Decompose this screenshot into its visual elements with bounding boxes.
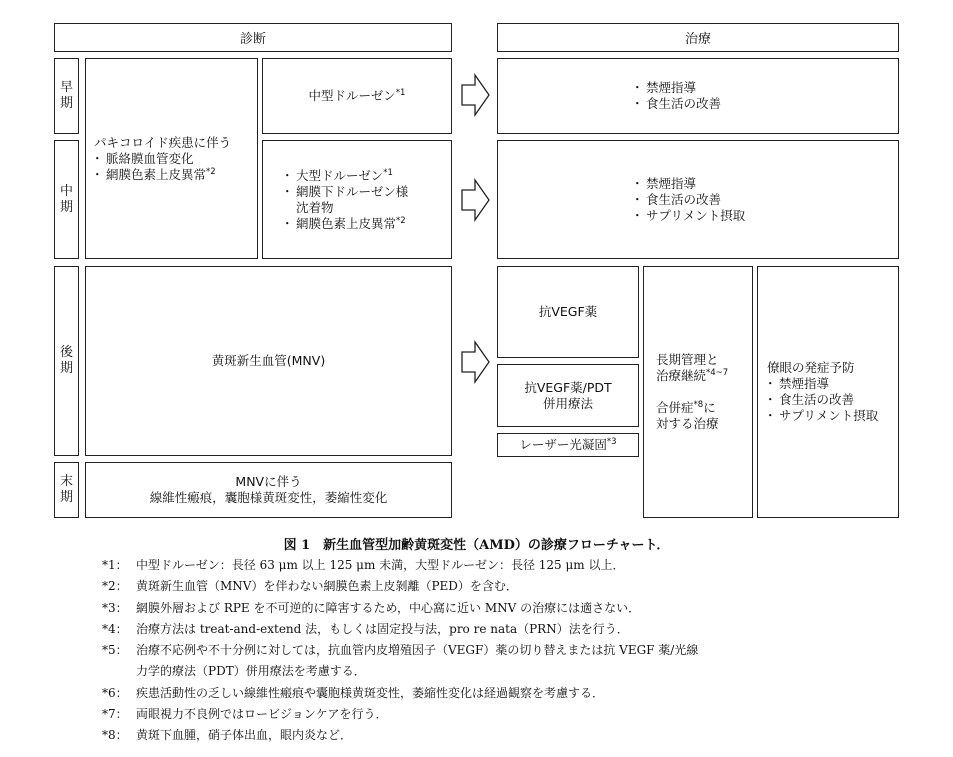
medium-drusen-label: 中型ドルーゼン$^{*1}$ <box>308 88 406 103</box>
complication-line-2: 対する治療 <box>656 416 719 431</box>
figure-caption: 図 1 新生血管型加齢黄斑変性（AMD）の診療フローチャート． <box>283 538 670 553</box>
complication-line-1: 合併症$^{*8}$に <box>656 400 716 415</box>
footnote: *4： 治療方法は treat-and-extend 法，もしくは固定投与法，pro re nata（PRN）法を行う． <box>102 621 629 636</box>
pachychoroid-list <box>94 151 257 183</box>
mnv-label: 黄斑新生血管(MNV) <box>211 353 326 368</box>
footnote: *2： 黄斑新生血管（MNV）を伴わない網膜色素上皮剝離（PED）を含む． <box>102 579 518 594</box>
arrow-right-icon <box>461 178 491 222</box>
middle-item-subretinal: ・ 網膜下ドルーゼン様 <box>284 184 451 200</box>
combo-therapy-box <box>497 364 639 427</box>
diagnosis-header <box>54 23 452 52</box>
laser-label: レーザー光凝固$^{*3}$ <box>519 437 617 452</box>
pachychoroid-item-2: ・ 網膜色素上皮異常$^{*2}$ <box>94 167 257 183</box>
treatment-header-label: 治療 <box>684 32 711 47</box>
long-term-line-2: 治療継続$^{*4\sim 7}$ <box>656 368 729 383</box>
long-term-box <box>643 266 753 518</box>
footnote: *5： 治療不応例や不十分例に対しては，抗血管内皮増殖因子（VEGF）薬の切り替えまたは抗 VEGF 薬/光線 力学的療法（PDT）併用療法を考慮する． <box>102 643 699 679</box>
stage-late <box>54 266 79 456</box>
combo-therapy-line-2: 併用療法 <box>542 395 593 411</box>
end-stage-line-2: 線維性瘢痕，囊胞様黄斑変性，萎縮性変化 <box>149 490 388 505</box>
footnote: *1： 中型ドルーゼン：長径 63 μm 以上 125 μm 未満，大型ドルーゼン：長径 125 μm 以上． <box>102 558 625 572</box>
treatment-early-item: ・ 禁煙指導 <box>634 80 898 96</box>
stage-middle-char-2: 期 <box>59 199 73 215</box>
fellow-eye-item: ・ 食生活の改善 <box>767 392 898 408</box>
medium-drusen-box <box>262 58 452 134</box>
pachychoroid-box <box>85 58 258 259</box>
pachychoroid-title: パキコロイド疾患に伴う <box>94 134 232 150</box>
middle-findings-list <box>284 168 451 232</box>
stage-late-char-1: 後 <box>59 345 73 360</box>
arrow-right-icon <box>461 340 491 384</box>
stage-end-char-2: 期 <box>59 490 73 505</box>
treatment-middle-item: ・ 食生活の改善 <box>634 192 898 208</box>
end-stage-box <box>85 462 452 518</box>
treatment-early-item: ・ 食生活の改善 <box>634 96 898 112</box>
fellow-eye-item: ・ 禁煙指導 <box>767 376 898 392</box>
stage-end <box>54 462 79 518</box>
middle-item-subretinal-cont: 沈着物 <box>296 199 334 215</box>
treatment-middle-list <box>634 176 898 224</box>
stage-late-char-2: 期 <box>59 361 73 376</box>
end-stage-line-1: MNVに伴う <box>235 474 302 489</box>
footnotes <box>102 555 856 747</box>
long-term-line-1: 長期管理と <box>656 352 719 367</box>
stage-early-char-2: 期 <box>59 96 73 111</box>
fellow-eye-item: ・ サプリメント摂取 <box>767 408 898 424</box>
fellow-eye-list <box>767 376 898 424</box>
stage-early <box>54 58 79 134</box>
diagnosis-header-label: 診断 <box>239 32 266 47</box>
stage-early-char-1: 早 <box>59 80 73 95</box>
treatment-middle-box <box>497 140 899 259</box>
laser-box <box>497 433 639 457</box>
anti-vegf-label: 抗VEGF薬 <box>538 304 598 319</box>
fellow-eye-box <box>757 266 899 518</box>
middle-findings-box <box>262 140 452 259</box>
footnote: *3： 網膜外層および RPE を不可逆的に障害するため，中心窩に近い MNV の治療には適さない． <box>102 600 641 615</box>
combo-therapy-line-1: 抗VEGF薬/PDT <box>524 379 612 395</box>
middle-item-large-drusen: ・ 大型ドルーゼン$^{*1}$ <box>284 168 451 184</box>
arrow-right-icon <box>461 73 491 117</box>
footnote: *6： 疾患活動性の乏しい線維性瘢痕や囊胞様黄斑変性，萎縮性変化は経過観察を考慮する． <box>102 685 605 700</box>
treatment-early-box <box>497 58 899 134</box>
stage-end-char-1: 末 <box>59 474 73 489</box>
anti-vegf-box <box>497 266 639 358</box>
footnote: *7： 両眼視力不良例ではロービジョンケアを行う． <box>102 707 388 722</box>
treatment-early-list <box>634 80 898 112</box>
stage-middle <box>54 140 79 259</box>
treatment-header <box>497 23 899 52</box>
treatment-middle-item: ・ 禁煙指導 <box>634 176 898 192</box>
pachychoroid-item-1: ・ 脈絡膜血管変化 <box>94 151 257 167</box>
fellow-eye-title: 僚眼の発症予防 <box>767 360 855 375</box>
mnv-box <box>85 266 452 456</box>
middle-item-rpe: ・ 網膜色素上皮異常$^{*2}$ <box>284 216 451 232</box>
treatment-middle-item: ・ サプリメント摂取 <box>634 208 898 224</box>
footnote: *8： 黄斑下血腫，硝子体出血，眼内炎など． <box>102 728 353 743</box>
stage-middle-char-1: 中 <box>59 183 73 199</box>
